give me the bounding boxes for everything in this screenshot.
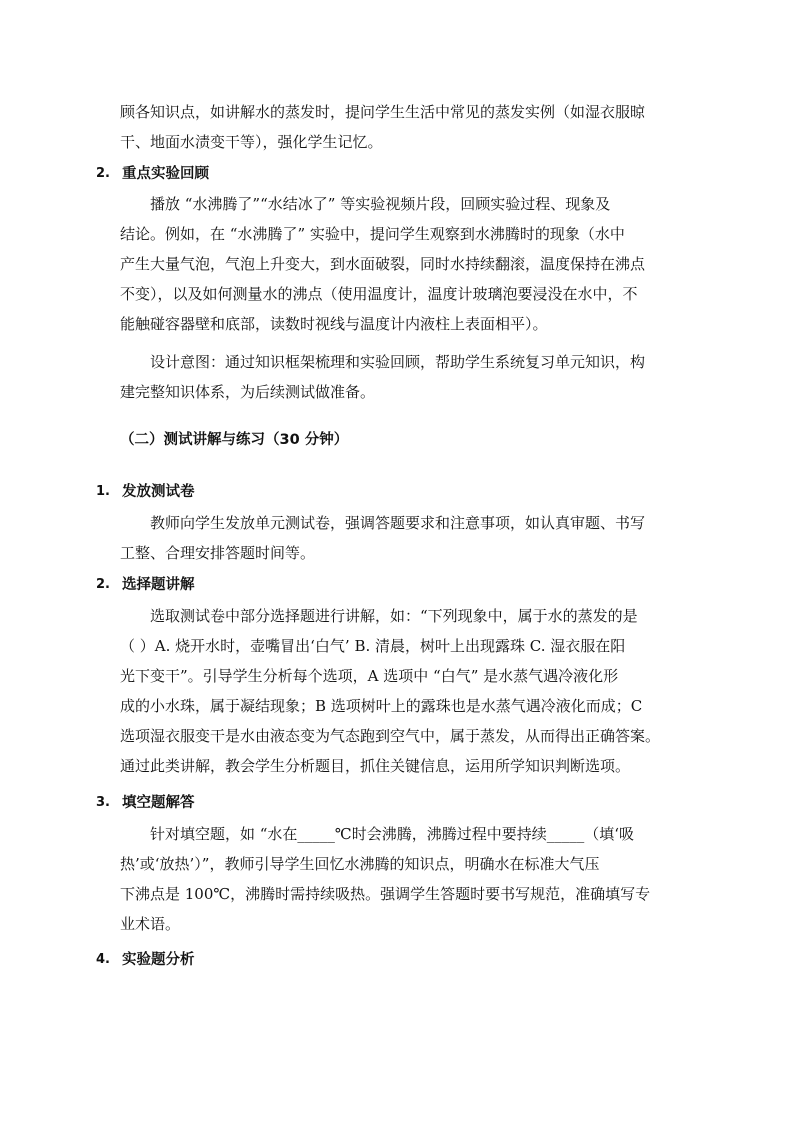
paragraph-line: 通过此类讲解，教会学生分析题目，抓住关键信息，运用所学知识判断选项。 (120, 757, 631, 775)
item-number: 1. (96, 484, 110, 499)
item-number: 2. (96, 577, 110, 592)
paragraph-line: 光下变干”。引导学生分析每个选项，A 选项中 “白气” 是水蒸气遇冷液化形 (120, 667, 619, 685)
paragraph-line: 下沸点是 100℃，沸腾时需持续吸热。强调学生答题时要书写规范，准确填写专 (120, 885, 651, 903)
item-heading: 实验题分析 (122, 952, 195, 968)
paragraph-line: 针对填空题，如 “水在_____℃时会沸腾，沸腾过程中要持续_____（填‘吸 (150, 825, 634, 843)
paragraph-line: 热’或‘放热’）”，教师引导学生回忆水沸腾的知识点，明确水在标准大气压 (120, 855, 600, 873)
paragraph-line: 建完整知识体系，为后续测试做准备。 (120, 383, 376, 401)
paragraph-line: 设计意图：通过知识框架梳理和实验回顾，帮助学生系统复习单元知识，构 (150, 353, 646, 371)
paragraph-line: 业术语。 (120, 915, 181, 933)
paragraph-line: 不变），以及如何测量水的沸点（使用温度计，温度计玻璃泡要浸没在水中，不 (120, 285, 638, 303)
paragraph-line: 播放 “水沸腾了”“水结冰了” 等实验视频片段，回顾实验过程、现象及 (150, 195, 611, 213)
design-intent-paragraph (120, 347, 645, 407)
fill-blank-paragraph (120, 819, 650, 939)
item-number: 4. (96, 952, 110, 967)
item-number: 2. (96, 166, 110, 181)
paragraph-line: 工整、合理安排答题时间等。 (120, 544, 316, 562)
paragraph-line: 选取测试卷中部分选择题进行讲解，如：“下列现象中，属于水的蒸发的是 (150, 607, 638, 625)
paragraph-line: （ ）A. 烧开水时，壶嘴冒出‘白气’ B. 清晨，树叶上出现露珠 C. 湿衣服在阳 (120, 637, 626, 655)
section-heading: （二）测试讲解与练习（30 分钟） (120, 432, 349, 448)
paragraph-line: 结论。例如，在 “水沸腾了” 实验中，提问学生观察到水沸腾时的现象（水中 (120, 225, 625, 243)
paragraph-line: 顾各知识点，如讲解水的蒸发时，提问学生生活中常见的蒸发实例（如湿衣服晾 (120, 103, 646, 121)
paragraph-line: 选项湿衣服变干是水由液态变为气态跑到空气中，属于蒸发，从而得出正确答案。 (120, 727, 661, 745)
paragraph-line: 能触碰容器壁和底部，读数时视线与温度计内液柱上表面相平）。 (120, 315, 548, 333)
paragraph-line: 成的小水珠，属于凝结现象；B 选项树叶上的露珠也是水蒸气遇冷液化而成；C (120, 697, 643, 715)
experiment-review-paragraph (120, 189, 645, 339)
distribute-test-paragraph (120, 508, 645, 568)
item-heading: 重点实验回顾 (122, 166, 209, 182)
intro-paragraph (120, 97, 645, 157)
item-heading: 发放测试卷 (122, 484, 195, 500)
item-heading: 填空题解答 (122, 795, 195, 811)
paragraph-line: 干、地面水渍变干等），强化学生记忆。 (120, 133, 383, 151)
item-number: 3. (96, 795, 110, 810)
item-heading: 选择题讲解 (122, 577, 195, 593)
paragraph-line: 教师向学生发放单元测试卷，强调答题要求和注意事项，如认真审题、书写 (150, 514, 646, 532)
multiple-choice-paragraph (120, 601, 660, 781)
paragraph-line: 产生大量气泡，气泡上升变大，到水面破裂，同时水持续翻滚，温度保持在沸点 (120, 255, 646, 273)
